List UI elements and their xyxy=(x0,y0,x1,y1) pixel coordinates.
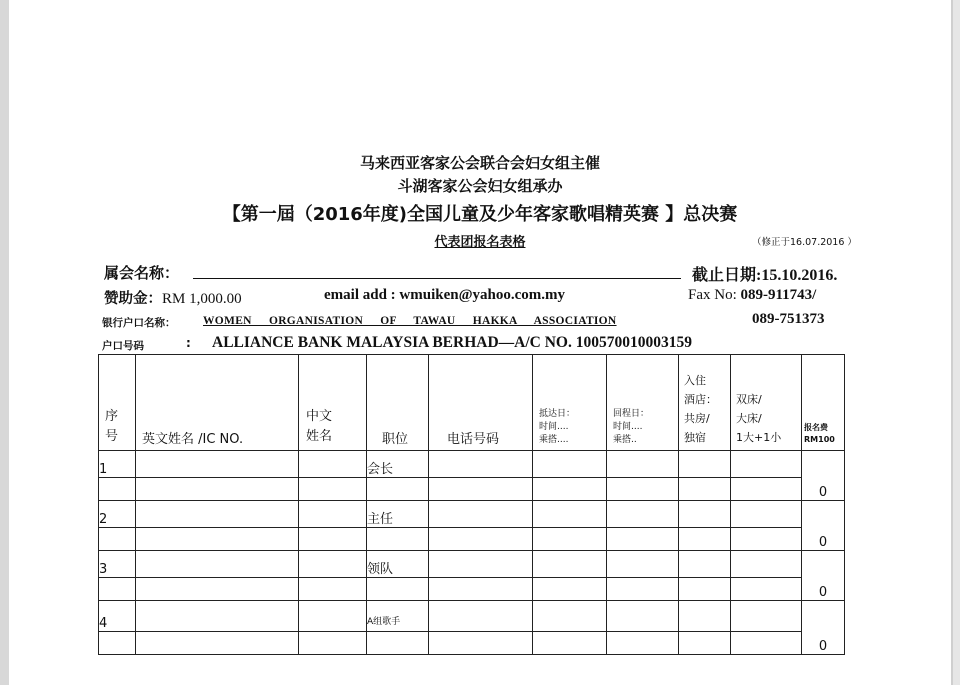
sponsorship-amount: RM 1,000.00 xyxy=(162,291,242,307)
chinese-name-cell[interactable] xyxy=(299,578,367,601)
phone-cell[interactable] xyxy=(429,578,533,601)
bank-account-name-label: 银行户口名称： xyxy=(102,317,176,329)
return-cell[interactable] xyxy=(607,551,679,578)
organizer-line: 马来西亚客家公会联合会妇女组主催 xyxy=(359,154,600,172)
header-position: 职位 xyxy=(367,355,429,451)
row-position: 会长 xyxy=(367,451,429,478)
header-bed-type: 双床/ 大床/ 1大+1小 xyxy=(731,355,802,451)
arrival-cell[interactable] xyxy=(533,601,607,632)
hotel-cell[interactable] xyxy=(679,551,731,578)
header-arrival: 抵达日： 时间.... 乘搭.... xyxy=(533,355,607,451)
hotel-cell[interactable] xyxy=(679,601,731,632)
phone-cell[interactable] xyxy=(429,528,533,551)
bed-cell[interactable] xyxy=(731,451,802,478)
header-name-ic: 英文姓名 /IC NO. xyxy=(136,355,299,451)
fax-number-2: 089-751373 xyxy=(752,311,825,327)
table-row xyxy=(99,501,845,528)
fax-number xyxy=(688,287,816,304)
association-label: 属会名称： xyxy=(104,264,180,282)
table-header-row xyxy=(99,355,845,451)
phone-cell[interactable] xyxy=(429,501,533,528)
table-row-extra xyxy=(99,632,845,655)
fax-label: Fax No: xyxy=(688,287,741,303)
phone-cell[interactable] xyxy=(429,551,533,578)
header-return: 回程日： 时间.... 乘搭.. xyxy=(607,355,679,451)
row-fee: 0 xyxy=(802,551,845,601)
account-number-colon: : xyxy=(186,336,191,350)
name-cell[interactable] xyxy=(136,478,299,501)
row-fee: 0 xyxy=(802,451,845,501)
phone-cell[interactable] xyxy=(429,451,533,478)
left-page-edge xyxy=(0,0,9,685)
name-cell[interactable] xyxy=(136,528,299,551)
name-cell[interactable] xyxy=(136,551,299,578)
chinese-name-cell[interactable] xyxy=(299,528,367,551)
phone-cell[interactable] xyxy=(429,632,533,655)
header-seq: 序 号 xyxy=(99,355,136,451)
header-phone: 电话号码 xyxy=(429,355,533,451)
bed-cell[interactable] xyxy=(731,501,802,528)
hotel-cell[interactable] xyxy=(679,501,731,528)
row-seq: 1 xyxy=(99,451,136,478)
return-cell[interactable] xyxy=(607,451,679,478)
account-number: ALLIANCE BANK MALAYSIA BERHAD—A/C NO. 100570010003159 xyxy=(212,334,692,351)
name-cell[interactable] xyxy=(136,451,299,478)
sponsorship-label: 赞助金： xyxy=(104,291,162,307)
revision-note: （修正于16.07.2016 ） xyxy=(752,237,857,248)
row-position: 领队 xyxy=(367,551,429,578)
row-fee: 0 xyxy=(802,501,845,551)
bed-cell[interactable] xyxy=(731,551,802,578)
phone-cell[interactable] xyxy=(429,478,533,501)
chinese-name-cell[interactable] xyxy=(299,551,367,578)
table-row xyxy=(99,551,845,578)
name-cell[interactable] xyxy=(136,632,299,655)
host-line: 斗湖客家公会妇女组承办 xyxy=(397,177,563,195)
right-page-edge xyxy=(953,0,960,685)
arrival-cell[interactable] xyxy=(533,451,607,478)
account-number-label: 户口号码 xyxy=(102,340,144,352)
table-row xyxy=(99,451,845,478)
name-cell[interactable] xyxy=(136,601,299,632)
bank-account-name: WOMEN ORGANISATION OF TAWAU HAKKA ASSOCIATION xyxy=(203,315,617,327)
association-input-line[interactable] xyxy=(193,278,681,279)
header-chinese-name: 中文 姓名 xyxy=(299,355,367,451)
row-seq: 3 xyxy=(99,551,136,578)
chinese-name-cell[interactable] xyxy=(299,632,367,655)
event-title: 【第一屆（2016年度)全国儿童及少年客家歌唱精英赛 】总决赛 xyxy=(222,204,738,225)
header-hotel: 入住 酒店： 共房/ 独宿 xyxy=(679,355,731,451)
row-fee: 0 xyxy=(802,601,845,655)
table-row-extra xyxy=(99,578,845,601)
arrival-cell[interactable] xyxy=(533,501,607,528)
return-cell[interactable] xyxy=(607,501,679,528)
table-row-extra xyxy=(99,478,845,501)
chinese-name-cell[interactable] xyxy=(299,478,367,501)
form-title: 代表团报名表格 xyxy=(434,235,526,250)
name-cell[interactable] xyxy=(136,578,299,601)
header-fee: 报名费 RM100 xyxy=(802,355,845,451)
row-seq: 4 xyxy=(99,601,136,632)
email-address: email add : wmuiken@yahoo.com.my xyxy=(324,287,566,303)
deadline: 截止日期:15.10.2016. xyxy=(692,267,838,284)
bed-cell[interactable] xyxy=(731,601,802,632)
fax-number-1: 089-911743/ xyxy=(740,287,817,303)
registration-table xyxy=(98,354,845,655)
table-row xyxy=(99,601,845,632)
chinese-name-cell[interactable] xyxy=(299,451,367,478)
row-seq: 2 xyxy=(99,501,136,528)
chinese-name-cell[interactable] xyxy=(299,601,367,632)
chinese-name-cell[interactable] xyxy=(299,501,367,528)
arrival-cell[interactable] xyxy=(533,551,607,578)
row-position: A组歌手 xyxy=(367,601,429,632)
return-cell[interactable] xyxy=(607,601,679,632)
table-row-extra xyxy=(99,528,845,551)
row-position: 主任 xyxy=(367,501,429,528)
name-cell[interactable] xyxy=(136,501,299,528)
hotel-cell[interactable] xyxy=(679,451,731,478)
phone-cell[interactable] xyxy=(429,601,533,632)
sponsorship xyxy=(104,287,242,308)
